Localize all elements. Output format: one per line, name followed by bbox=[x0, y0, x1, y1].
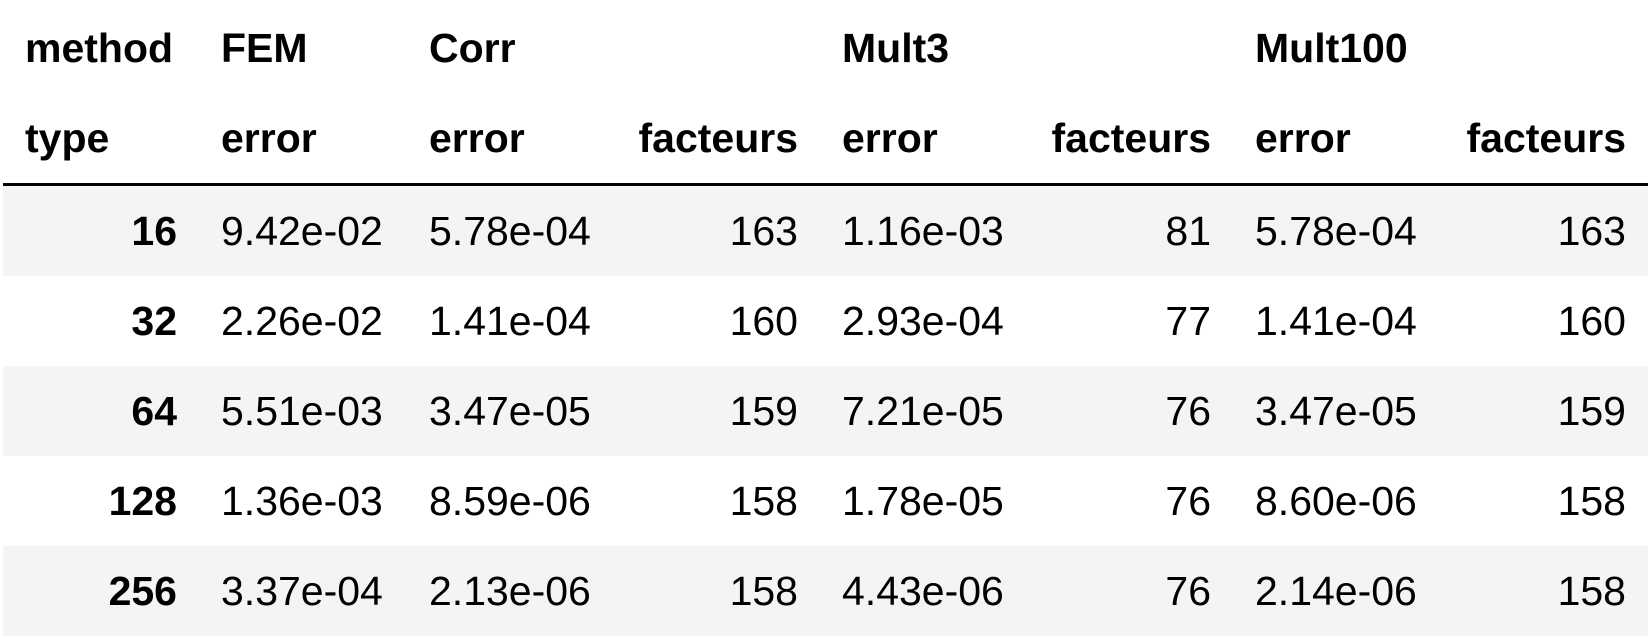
fem-error-cell: 9.42e-02 bbox=[221, 207, 383, 254]
group-header-mult3: Mult3 bbox=[842, 24, 950, 71]
mult100-error-cell: 5.78e-04 bbox=[1255, 207, 1417, 254]
mult3-facteurs-cell: 76 bbox=[1165, 387, 1211, 434]
corr-error-cell: 1.41e-04 bbox=[429, 297, 591, 344]
column-header-mult100-error: error bbox=[1233, 93, 1441, 185]
header-row-method bbox=[3, 3, 1648, 93]
fem-error-cell: 1.36e-03 bbox=[221, 477, 383, 524]
mult100-facteurs-cell: 159 bbox=[1557, 387, 1626, 434]
table-row bbox=[3, 185, 1648, 277]
corr-facteurs-cell: 163 bbox=[729, 207, 798, 254]
corr-error-cell: 5.78e-04 bbox=[429, 207, 591, 254]
mult3-facteurs-cell: 81 bbox=[1165, 207, 1211, 254]
column-header-mult3-error: error bbox=[820, 93, 1028, 185]
row-index: 256 bbox=[108, 567, 177, 614]
row-index: 16 bbox=[131, 207, 177, 254]
corr-error-cell: 8.59e-06 bbox=[429, 477, 591, 524]
mult3-error-cell: 2.93e-04 bbox=[842, 297, 1004, 344]
row-index: 64 bbox=[131, 387, 177, 434]
mult3-facteurs-cell: 77 bbox=[1165, 297, 1211, 344]
group-header-corr: Corr bbox=[429, 24, 516, 71]
mult100-error-cell: 8.60e-06 bbox=[1255, 477, 1417, 524]
group-header-fem: FEM bbox=[221, 24, 308, 71]
mult100-error-cell: 2.14e-06 bbox=[1255, 567, 1417, 614]
results-table bbox=[3, 3, 1648, 636]
mult3-error-cell: 4.43e-06 bbox=[842, 567, 1004, 614]
corr-facteurs-cell: 160 bbox=[729, 297, 798, 344]
mult3-error-cell: 1.78e-05 bbox=[842, 477, 1004, 524]
table-body bbox=[3, 185, 1648, 637]
table-row bbox=[3, 366, 1648, 456]
mult3-facteurs-cell: 76 bbox=[1165, 477, 1211, 524]
header-row-type bbox=[3, 93, 1648, 185]
index-name-type: type bbox=[3, 93, 199, 185]
column-header-fem-error: error bbox=[199, 93, 407, 185]
mult100-error-cell: 3.47e-05 bbox=[1255, 387, 1417, 434]
corr-facteurs-cell: 159 bbox=[729, 387, 798, 434]
group-header-mult100: Mult100 bbox=[1255, 24, 1408, 71]
mult100-facteurs-cell: 163 bbox=[1557, 207, 1626, 254]
table-row bbox=[3, 546, 1648, 636]
row-index: 32 bbox=[131, 297, 177, 344]
row-index: 128 bbox=[108, 477, 177, 524]
table-row bbox=[3, 276, 1648, 366]
mult3-facteurs-cell: 76 bbox=[1165, 567, 1211, 614]
mult3-error-cell: 1.16e-03 bbox=[842, 207, 1004, 254]
corr-error-cell: 3.47e-05 bbox=[429, 387, 591, 434]
table-header bbox=[3, 3, 1648, 185]
mult100-error-cell: 1.41e-04 bbox=[1255, 297, 1417, 344]
mult3-error-cell: 7.21e-05 bbox=[842, 387, 1004, 434]
table-row bbox=[3, 456, 1648, 546]
column-header-mult3-facteurs: facteurs bbox=[1028, 93, 1233, 185]
corr-facteurs-cell: 158 bbox=[729, 567, 798, 614]
corr-error-cell: 2.13e-06 bbox=[429, 567, 591, 614]
column-header-mult100-facteurs: facteurs bbox=[1441, 93, 1648, 185]
mult100-facteurs-cell: 160 bbox=[1557, 297, 1626, 344]
column-header-corr-error: error bbox=[407, 93, 615, 185]
fem-error-cell: 3.37e-04 bbox=[221, 567, 383, 614]
fem-error-cell: 2.26e-02 bbox=[221, 297, 383, 344]
fem-error-cell: 5.51e-03 bbox=[221, 387, 383, 434]
column-header-corr-facteurs: facteurs bbox=[615, 93, 820, 185]
corr-facteurs-cell: 158 bbox=[729, 477, 798, 524]
index-name-method: method bbox=[25, 24, 174, 71]
mult100-facteurs-cell: 158 bbox=[1557, 477, 1626, 524]
mult100-facteurs-cell: 158 bbox=[1557, 567, 1626, 614]
